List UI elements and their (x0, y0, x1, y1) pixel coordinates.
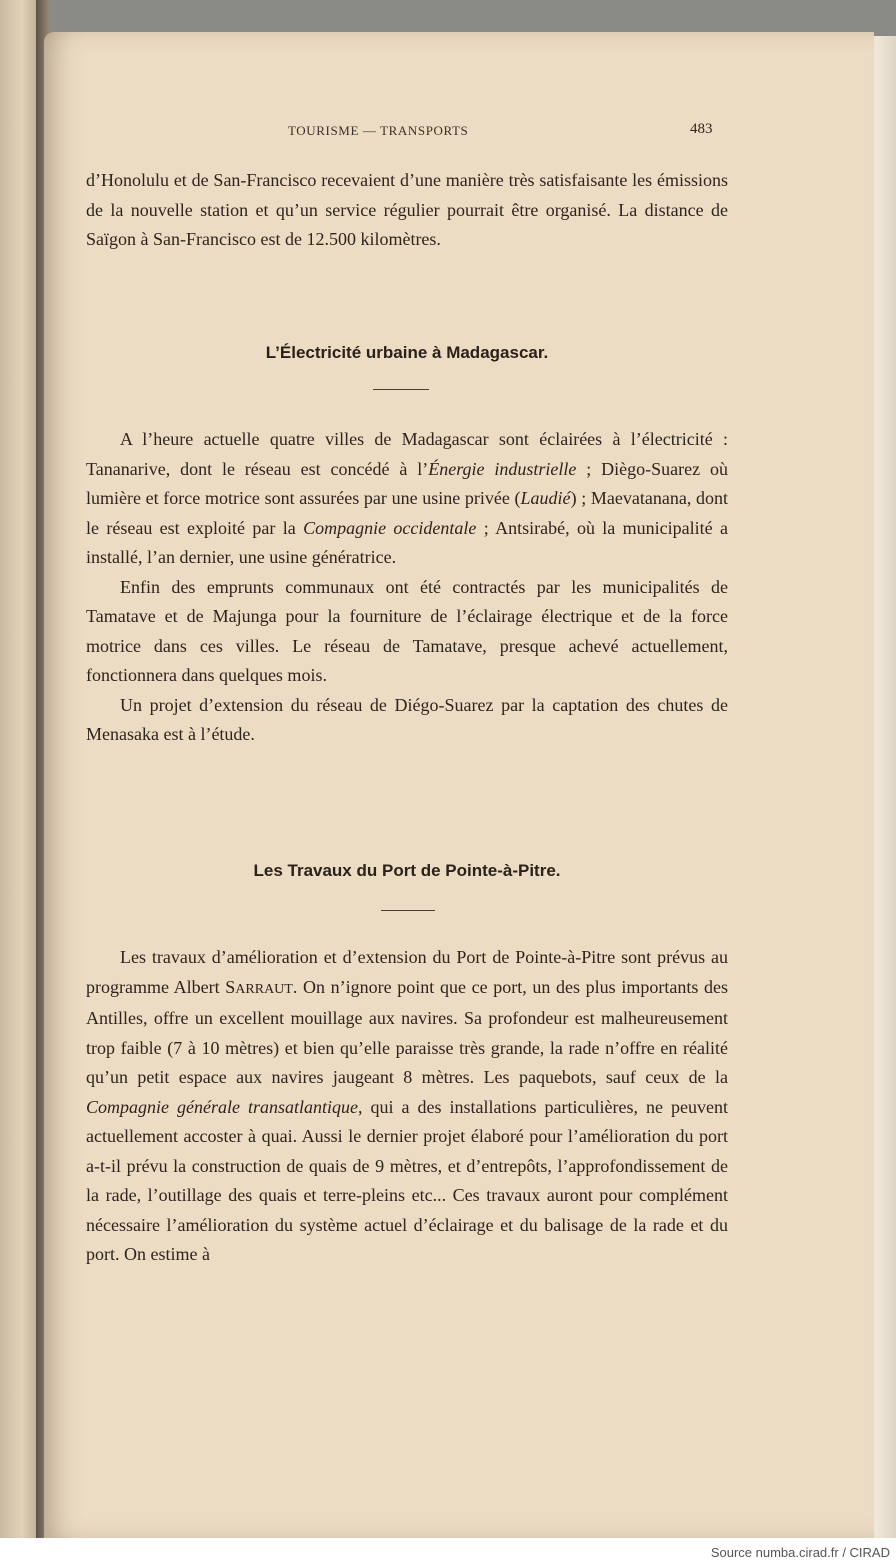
book-page (44, 32, 874, 1538)
page-number: 483 (690, 121, 713, 137)
intro-paragraph: d’Honolulu et de San-Francisco recevaient d’une manière très satisfaisante les émissions de la nouvelle station et qu’un service régulier pourrait être organisé. La distance de Saïgon à San-Francisco est de 12.500 kilomètres. (86, 170, 728, 249)
italic-term: Laudié (520, 488, 571, 508)
section-divider (381, 910, 435, 911)
section-divider (373, 389, 429, 390)
paragraph: A l’heure actuelle quatre villes de Madagascar sont éclairées à l’électricité : Tananarive, dont le réseau est concédé à l’Énergie industrielle ; Diègo-Suarez où lumière et force motrice sont assurées par une usine privée (Laudié) ; Maevatanana, dont le réseau est exploité par la Compagnie occidentale ; Antsirabé, où la municipalité a installé, l’an dernier, une usine génératrice. (86, 429, 729, 567)
paragraph: Enfin des emprunts communaux ont été contractés par les municipalités de Tamatave et de Majunga pour la fourniture de l’éclairage électrique et de la force motrice dans ces villes. Le réseau de Tamatave, presque achevé actuellement, fonctionnera dans quelques mois. (86, 576, 728, 685)
section-title-electricite: L’Électricité urbaine à Madagascar. (265, 343, 549, 362)
page-header (0, 121, 896, 141)
source-credit: Source numba.cirad.fr / CIRAD (710, 1545, 890, 1560)
paragraph: Un projet d’extension du réseau de Diégo-Suarez par la captation des chutes de Menasaka est à l’étude. (86, 694, 728, 744)
italic-term: Énergie industrielle (428, 458, 577, 479)
running-title: TOURISME — TRANSPORTS (288, 123, 469, 138)
previous-page-edge (0, 0, 40, 1538)
section-body-electricite (86, 425, 728, 750)
italic-term: Compagnie occidentale (303, 517, 477, 538)
section-body-port (86, 943, 728, 1270)
section-title-port: Les Travaux du Port de Pointe-à-Pitre. (253, 861, 561, 880)
intro-paragraph-block (86, 166, 728, 255)
paragraph: Les travaux d’amélioration et d’extension du Port de Pointe-à-Pitre sont prévus au programme Albert SARRAUT. On n’ignore point que ce port, un des plus importants des Antilles, offre un excellent mouillage aux navires. Sa profondeur est malheureusement trop faible (7 à 10 mètres) et bien qu’elle paraisse très grande, la rade n’offre en réalité qu’un petit espace aux navires jaugeant 8 mètres. Les paquebots, sauf ceux de la Compagnie générale transatlantique, qui a des installations particulières, ne peuvent actuellement accoster à quai. Aussi le dernier projet élaboré pour l’amélioration du port a-t-il prévu la construction de quais de 9 mètres, et d’entrepôts, l’approfondissement de la rade, l’outillage des quais et terre-pleins etc... Ces travaux auront pour complément nécessaire l’amélioration du système actuel d’éclairage et du balisage de la rade et du port. On estime à (86, 947, 728, 1264)
italic-term: Compagnie générale transatlantique (86, 1096, 358, 1117)
